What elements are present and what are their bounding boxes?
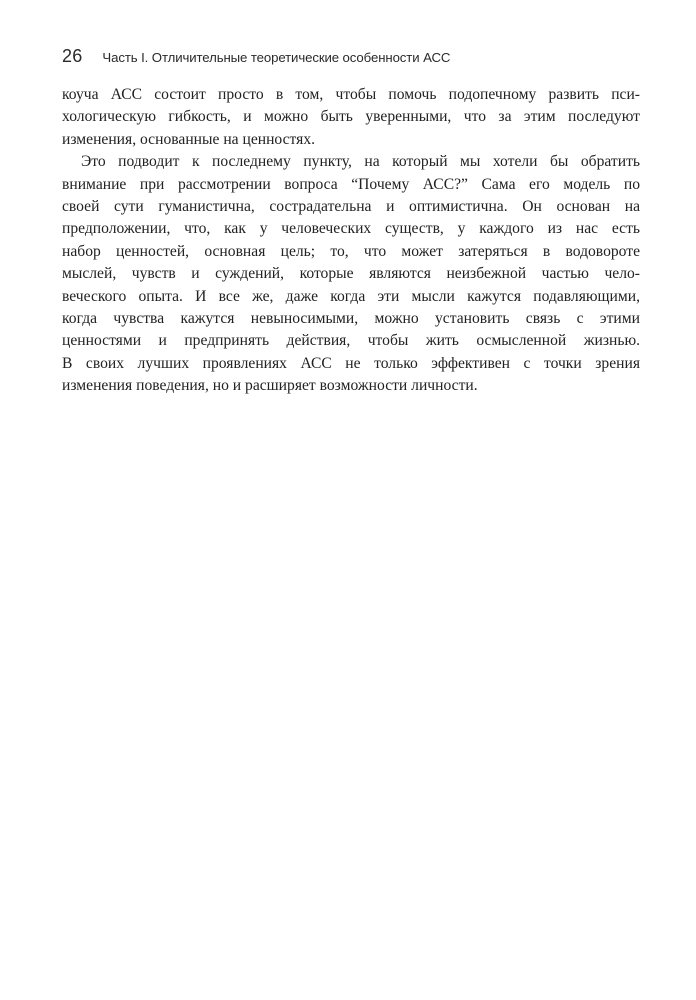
text-line: хологическую гибкость, и можно быть уверенными, что за этим последуют [62, 108, 640, 126]
body-text [62, 84, 640, 398]
text-line: В своих лучших проявлениях АСС не только эффективен с точки зрения [62, 354, 640, 372]
text-line: внимание при рассмотрении вопроса “Почему АСС?” Сама его модель по [62, 175, 640, 193]
running-header-title: Часть I. Отличительные теоретические особенности АСС [102, 50, 451, 65]
text-line: изменения, основанные на ценностях. [62, 130, 316, 148]
text-line: Это подводит к последнему пункту, на который мы хотели бы обратить [81, 153, 640, 171]
book-page [62, 46, 640, 398]
text-line: своей сути гуманистична, сострадательна и оптимистична. Он основан на [62, 198, 640, 216]
page-number: 26 [62, 46, 83, 66]
running-header [62, 46, 640, 74]
text-line: ценностями и предпринять действия, чтобы жить осмысленной жизнью. [62, 332, 640, 350]
text-line: набор ценностей, основная цель; то, что может затеряться в водовороте [62, 242, 640, 260]
text-line: когда чувства кажутся невыносимыми, можно установить связь с этими [62, 310, 640, 328]
text-line: коуча АСС состоит просто в том, чтобы помочь подопечному развить пси- [62, 86, 640, 103]
text-line: изменения поведения, но и расширяет возможности личности. [62, 377, 478, 395]
text-line: мыслей, чувств и суждений, которые являются неизбежной частью чело- [62, 265, 640, 283]
text-line: веческого опыта. И все же, даже когда эти мысли кажутся подавляющими, [62, 287, 640, 305]
paragraph-1 [62, 84, 640, 151]
paragraph-2 [62, 151, 640, 397]
text-line: предположении, что, как у человеческих существ, у каждого из нас есть [62, 220, 640, 238]
